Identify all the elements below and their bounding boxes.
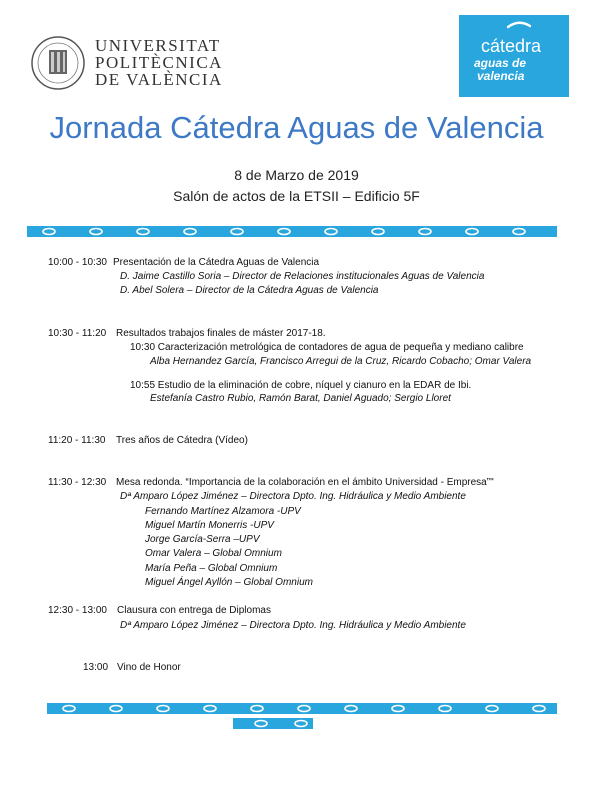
- fish-icon: [61, 703, 77, 714]
- program-title: Resultados trabajos finales de máster 2017-18.: [116, 328, 326, 339]
- university-name: UNIVERSITAT POLITÈCNICA DE VALÈNCIA: [95, 36, 223, 89]
- fish-icon: [155, 703, 171, 714]
- program-speaker: D. Abel Solera – Director de la Cátedra Aguas de Valencia: [120, 285, 379, 296]
- fish-icon: [182, 226, 198, 237]
- program-speaker: Miguel Ángel Ayllón – Global Omnium: [145, 577, 313, 588]
- program-time: 11:20 - 11:30: [48, 435, 106, 446]
- program-speaker: Estefanía Castro Rubio, Ramón Barat, Daniel Aguado; Sergio Lloret: [150, 393, 451, 404]
- event-venue: Salón de actos de la ETSII – Edificio 5F: [173, 188, 420, 204]
- program-talk: 10:30 Caracterización metrológica de contadores de agua de pequeña y mediano calibre: [130, 342, 524, 353]
- fish-icon: [276, 226, 292, 237]
- page-title: Jornada Cátedra Aguas de Valencia: [49, 110, 544, 145]
- fish-icon: [531, 703, 547, 714]
- fish-icon: [511, 226, 527, 237]
- upv-seal-icon: [30, 35, 86, 91]
- catedra-logo: [459, 15, 569, 97]
- fish-icon: [108, 703, 124, 714]
- fish-icon: [41, 226, 57, 237]
- program-speaker: Jorge García-Serra –UPV: [145, 534, 260, 545]
- program-speaker: Alba Hernandez García, Francisco Arregui de la Cruz, Ricardo Cobacho; Omar Valera: [150, 356, 532, 367]
- program-speaker: María Peña – Global Omnium: [145, 563, 278, 574]
- program-title: Clausura con entrega de Diplomas: [117, 605, 271, 616]
- program-time: 10:00 - 10:30: [48, 257, 107, 268]
- fish-icon: [343, 703, 359, 714]
- fish-icon: [202, 703, 218, 714]
- fish-icon: [135, 226, 151, 237]
- fish-icon: [253, 718, 269, 729]
- fish-icon: [484, 703, 500, 714]
- fish-icon: [88, 226, 104, 237]
- fish-icon: [293, 718, 309, 729]
- program-speaker: Fernando Martínez Alzamora -UPV: [145, 506, 301, 517]
- fish-icon: [229, 226, 245, 237]
- program-time: 13:00: [83, 662, 109, 673]
- wave-band-top: [27, 226, 557, 237]
- brand-line-1: cátedra: [481, 36, 542, 56]
- program-talk: 10:55 Estudio de la eliminación de cobre, níquel y cianuro en la EDAR de Ibi.: [130, 380, 472, 391]
- brand-line-3: valencia: [477, 69, 525, 83]
- program-speaker: Miguel Martín Monerris -UPV: [145, 520, 274, 531]
- program-title: Vino de Honor: [117, 662, 181, 673]
- program-title: Presentación de la Cátedra Aguas de Valencia: [113, 257, 320, 268]
- fish-icon: [417, 226, 433, 237]
- program-time: 10:30 - 11:20: [48, 328, 107, 339]
- wave-band-bottom-small: [233, 718, 313, 729]
- program-time: 11:30 - 12:30: [48, 477, 107, 488]
- wave-band-bottom: [47, 703, 557, 714]
- program-speaker: Dª Amparo López Jiménez – Directora Dpto. Ing. Hidráulica y Medio Ambiente: [120, 491, 466, 502]
- fish-icon: [507, 21, 531, 31]
- event-date: 8 de Marzo de 2019: [234, 167, 359, 183]
- program-speaker: Omar Valera – Global Omnium: [145, 548, 282, 559]
- program-speaker: Dª Amparo López Jiménez – Directora Dpto. Ing. Hidráulica y Medio Ambiente: [120, 620, 466, 631]
- fish-icon: [323, 226, 339, 237]
- brand-line-2: aguas de: [474, 56, 527, 70]
- fish-icon: [370, 226, 386, 237]
- program-speaker: D. Jaime Castillo Soria – Director de Relaciones institucionales Aguas de Valencia: [120, 271, 485, 282]
- fish-icon: [296, 703, 312, 714]
- program-title: Tres años de Cátedra (Vídeo): [116, 435, 248, 446]
- fish-icon: [390, 703, 406, 714]
- program-time: 12:30 - 13:00: [48, 605, 107, 616]
- fish-icon: [464, 226, 480, 237]
- fish-icon: [249, 703, 265, 714]
- program-title: Mesa redonda. “Importancia de la colaboración en el ámbito Universidad - Empresa”": [116, 477, 494, 488]
- fish-icon: [437, 703, 453, 714]
